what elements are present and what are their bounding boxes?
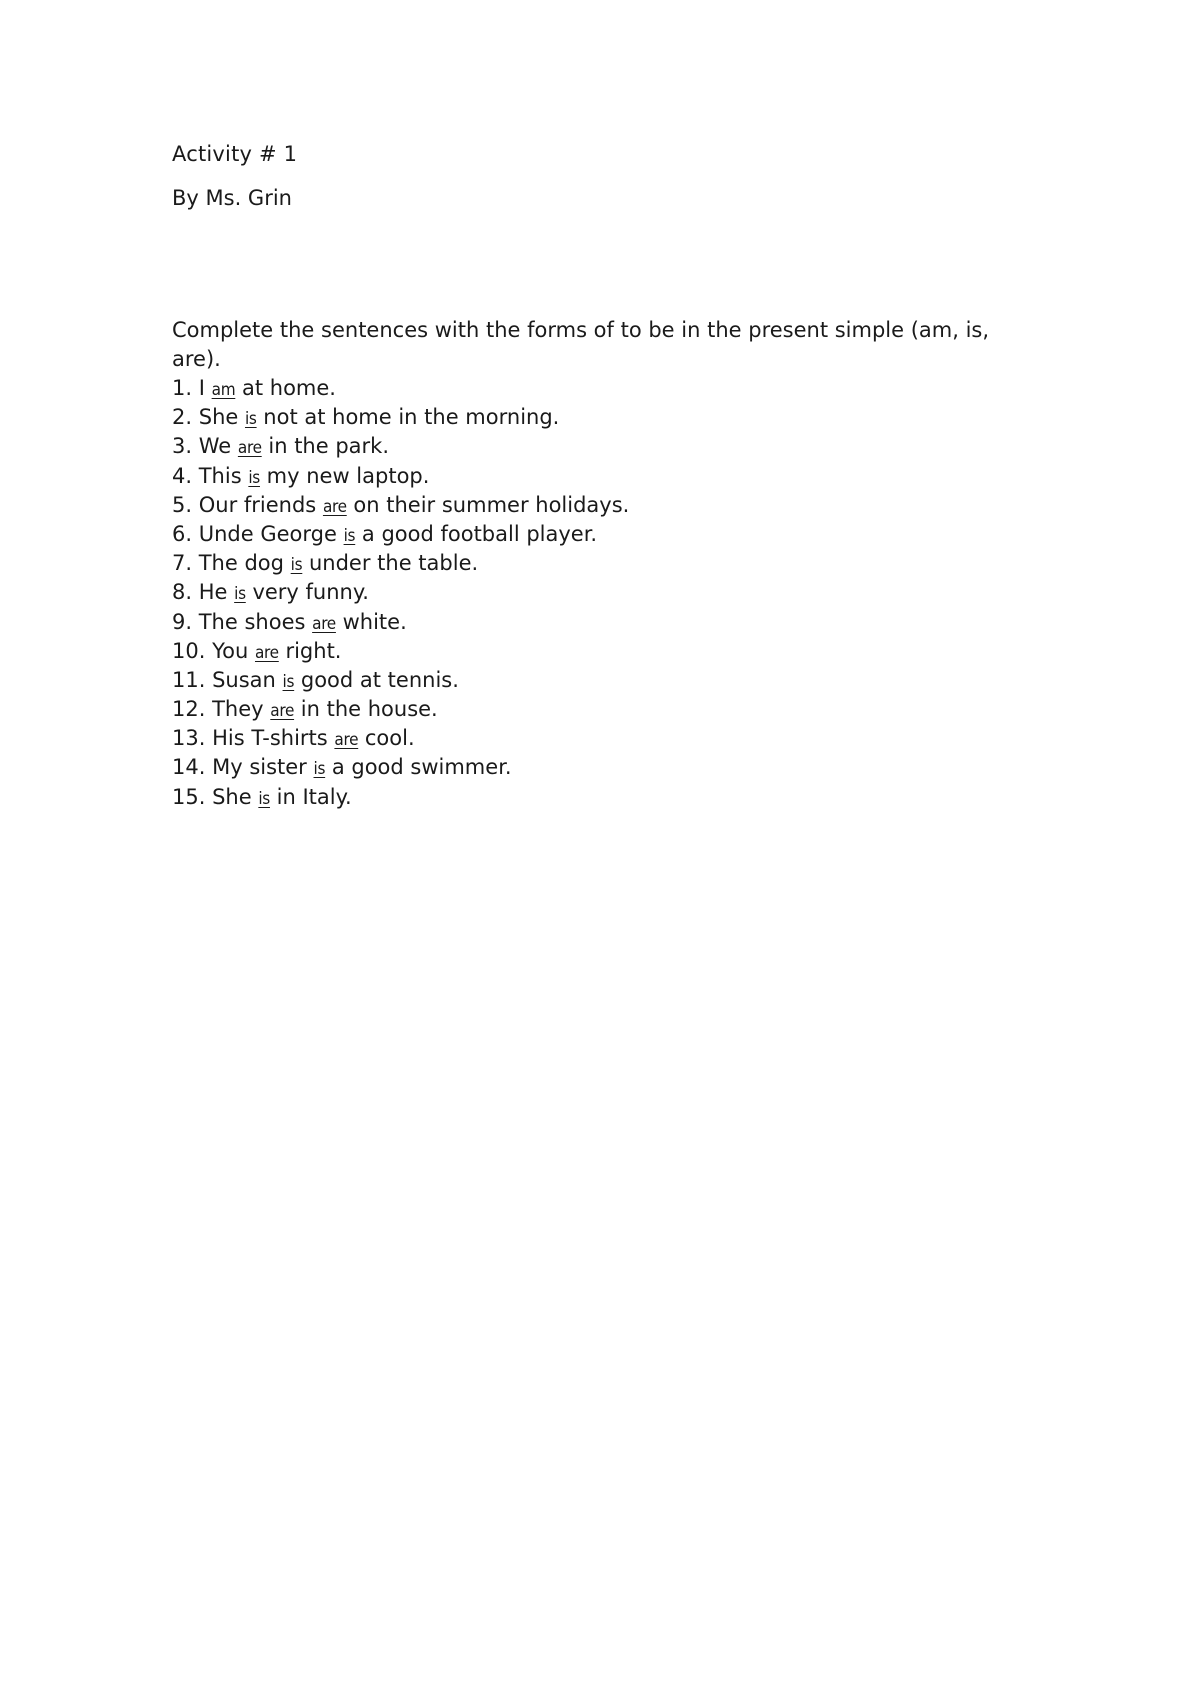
item-before: She	[198, 405, 239, 430]
item-after: in the park.	[268, 434, 390, 459]
exercise-item	[172, 578, 629, 607]
exercise-item	[172, 374, 629, 403]
exercise-item	[172, 491, 629, 520]
exercise-item	[172, 637, 629, 666]
item-after: very funny.	[252, 580, 369, 605]
exercise-item	[172, 608, 629, 637]
item-number: 1.	[172, 376, 193, 400]
item-before: He	[198, 580, 228, 605]
item-before: Susan	[212, 667, 276, 692]
item-number: 13.	[172, 726, 206, 751]
item-after: a good football player.	[361, 521, 598, 546]
item-before: Our friends	[198, 492, 317, 517]
item-after: white.	[342, 609, 407, 634]
item-before: I	[198, 376, 205, 400]
item-number: 7.	[172, 551, 193, 576]
author-line: By Ms. Grin	[172, 186, 292, 210]
item-answer: is	[258, 788, 270, 809]
exercise-item	[172, 724, 629, 753]
instructions-text: Complete the sentences with the forms of to be in the present simple (am, is, are).	[172, 318, 990, 371]
item-before: This	[198, 463, 242, 488]
item-before: She	[212, 784, 252, 809]
item-after: good at tennis.	[300, 667, 459, 692]
exercise-list	[172, 374, 629, 812]
exercise-item	[172, 462, 629, 491]
item-after: not at home in the morning.	[263, 405, 560, 430]
item-after: right.	[285, 638, 342, 663]
item-answer: is	[234, 584, 246, 605]
item-after: a good swimmer.	[331, 755, 512, 780]
activity-title: Activity # 1	[172, 142, 298, 166]
item-before: We	[198, 434, 232, 459]
item-answer: is	[248, 467, 260, 488]
item-number: 10.	[172, 638, 206, 663]
exercise-item	[172, 783, 629, 812]
item-number: 15.	[172, 784, 206, 809]
item-answer: is	[290, 555, 303, 576]
item-after: in Italy.	[276, 784, 352, 809]
item-answer: are	[312, 613, 336, 634]
exercise-item	[172, 549, 629, 578]
item-number: 4.	[172, 463, 193, 488]
item-answer: are	[237, 438, 262, 459]
item-before: You	[212, 638, 249, 663]
item-answer: is	[244, 409, 257, 430]
item-answer: is	[313, 759, 326, 780]
exercise-item	[172, 753, 629, 782]
item-before: My sister	[212, 755, 307, 780]
item-after: at home.	[241, 376, 336, 400]
exercise-item	[172, 666, 629, 695]
item-after: on their summer holidays.	[353, 492, 630, 517]
item-answer: am	[211, 380, 236, 400]
item-answer: are	[322, 496, 347, 517]
exercise-item	[172, 520, 629, 549]
item-number: 12.	[172, 697, 206, 722]
exercise-item	[172, 403, 629, 432]
item-number: 5.	[172, 492, 193, 517]
item-number: 8.	[172, 580, 193, 605]
item-answer: is	[343, 525, 356, 546]
item-answer: are	[270, 701, 295, 722]
item-after: in the house.	[300, 697, 438, 722]
item-after: cool.	[364, 726, 415, 751]
item-answer: are	[254, 642, 279, 663]
item-number: 2.	[172, 405, 193, 430]
item-before: The dog	[198, 551, 284, 576]
item-number: 14.	[172, 755, 206, 780]
item-after: under the table.	[308, 551, 479, 576]
item-before: They	[212, 697, 264, 722]
item-before: The shoes	[198, 609, 306, 634]
item-answer: is	[282, 671, 295, 692]
item-before: His T-shirts	[212, 726, 328, 751]
item-number: 9.	[172, 609, 193, 634]
item-number: 11.	[172, 667, 206, 692]
exercise-item	[172, 432, 629, 461]
item-number: 3.	[172, 434, 193, 459]
item-before: Unde George	[198, 521, 337, 546]
item-answer: are	[334, 730, 359, 751]
item-after: my new laptop.	[266, 463, 430, 488]
exercise-item	[172, 695, 629, 724]
item-number: 6.	[172, 521, 193, 546]
